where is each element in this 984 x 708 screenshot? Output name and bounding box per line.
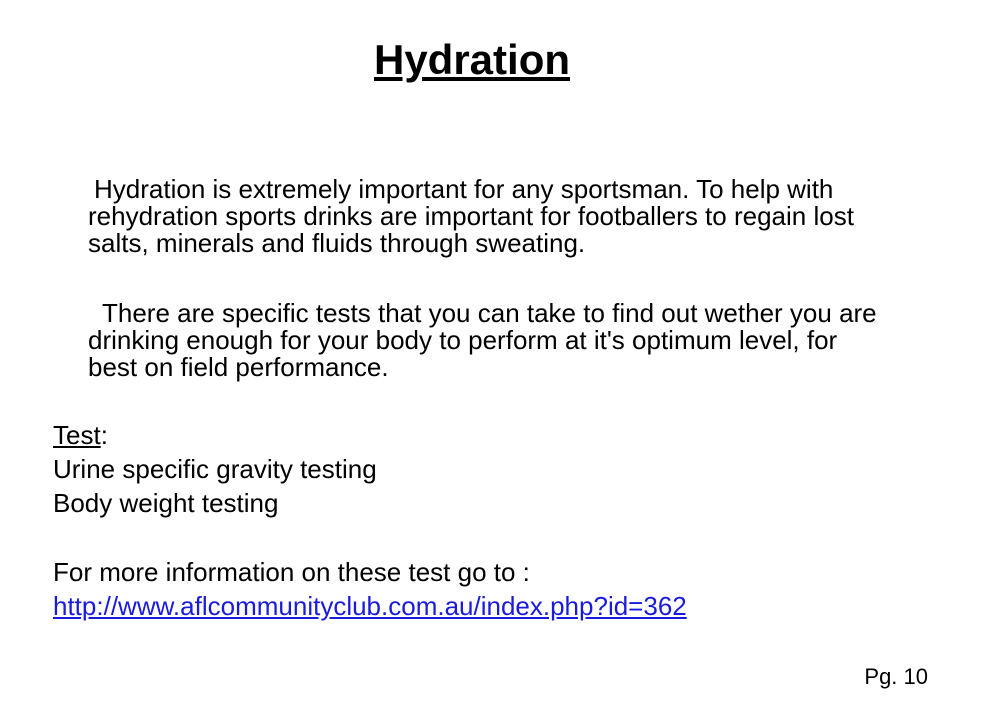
page-title: Hydration bbox=[373, 36, 570, 83]
test-item-urine: Urine specific gravity testing bbox=[53, 454, 377, 484]
tests-heading bbox=[53, 420, 108, 450]
tests-heading-label: Test bbox=[53, 420, 101, 450]
more-info-text: For more information on these test go to : bbox=[53, 557, 530, 587]
page-number: Pg. 10 bbox=[864, 664, 928, 689]
afl-community-link[interactable]: http://www.aflcommunityclub.com.au/index.php?id=362 bbox=[53, 591, 687, 621]
tests-heading-colon: : bbox=[100, 420, 108, 450]
tests-paragraph: There are specific tests that you can take to find out wether you are drinking enough for your body to perform at it's optimum level, for best on field performance. bbox=[88, 298, 877, 382]
test-item-body-weight: Body weight testing bbox=[53, 488, 279, 518]
intro-paragraph: Hydration is extremely important for any sportsman. To help with rehydration sports drinks are important for footballers to regain lost salts, minerals and fluids through sweating. bbox=[88, 174, 854, 258]
